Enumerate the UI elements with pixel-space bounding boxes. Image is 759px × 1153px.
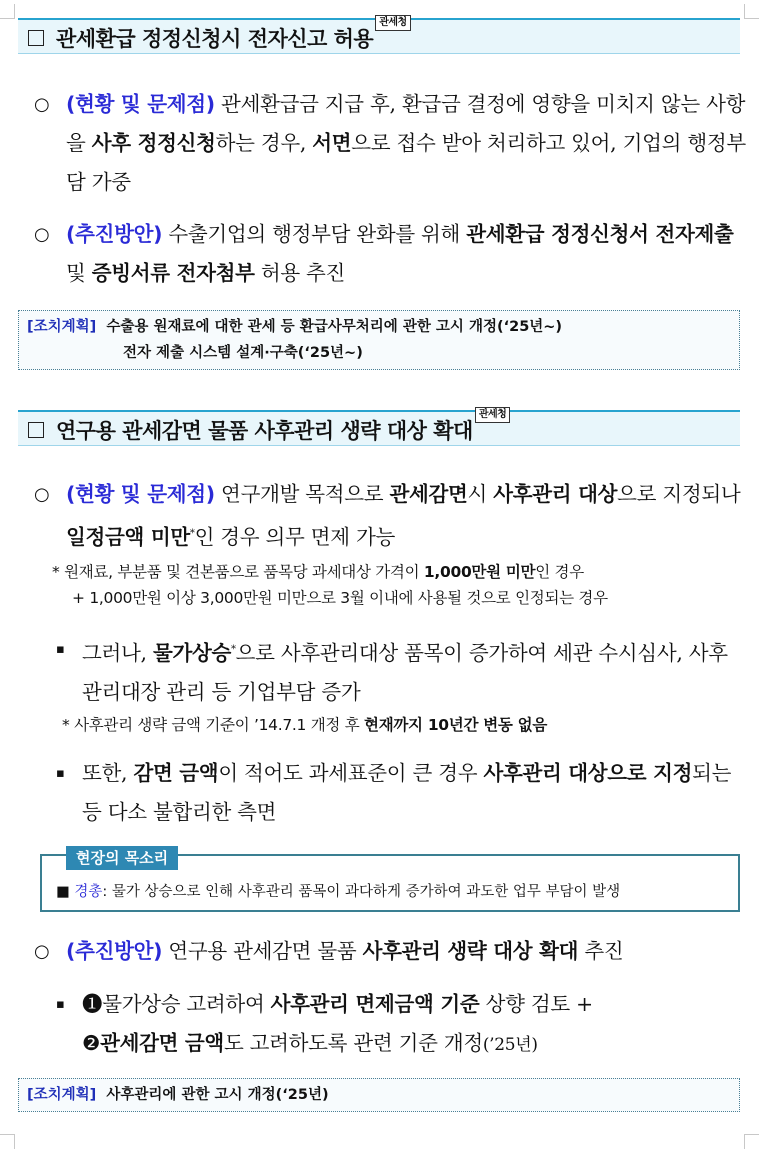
crop-mark-top-left xyxy=(0,4,15,19)
section1-plan-paragraph: ○ (추진방안) 수출기업의 행정부담 완화를 위해 관세환급 정정신청서 전자제출 및 증빙서류 전자첨부 허용 추진 xyxy=(34,215,746,293)
checkbox-icon xyxy=(28,422,44,438)
circle-bullet-icon: ○ xyxy=(34,94,50,115)
number-one-icon: ❶ xyxy=(82,992,103,1016)
crop-mark-bottom-right xyxy=(744,1134,759,1149)
number-two-icon: ❷ xyxy=(82,1031,101,1055)
section2-title: 연구용 관세감면 물품 사후관리 생략 대상 확대관세청 xyxy=(28,415,510,445)
square-bullet-icon: ▪ xyxy=(56,766,65,781)
section2-plan-paragraph: ○ (추진방안) 연구용 관세감면 물품 사후관리 생략 대상 확대 추진 xyxy=(34,932,746,971)
section2-action-plan: [조치계획] 사후관리에 관한 고시 개정(‘25년) xyxy=(18,1078,740,1112)
action-plan-tag: [조치계획] xyxy=(27,1087,97,1103)
square-bullet-icon: ■ xyxy=(56,884,70,900)
field-voice-title: 현장의 목소리 xyxy=(66,846,178,870)
section2-header xyxy=(18,410,740,446)
section2-status-paragraph: ○ (현황 및 문제점) 연구개발 목적으로 관세감면시 사후관리 대상으로 지정되나 일정금액 미만*인 경우 의무 면제 가능 xyxy=(34,475,746,557)
crop-mark-bottom-left xyxy=(0,1134,15,1149)
circle-bullet-icon: ○ xyxy=(34,224,50,245)
section1-title: 관세환급 정정신청시 전자신고 허용관세청 xyxy=(28,23,411,53)
section2-sub-bullet-price-rise: ▪ 그러나, 물가상승*으로 사후관리대상 품목이 증가하여 세관 수시심사, 사후관리대장 관리 등 기업부담 증가 xyxy=(56,630,746,712)
agency-badge: 관세청 xyxy=(475,407,510,423)
section1-status-paragraph: ○ (현황 및 문제점) 관세환급금 지급 후, 환급금 결정에 영향을 미치지 않는 사항을 사후 정정신청하는 경우, 서면으로 접수 받아 처리하고 있어, 기업의 행정부담 가중 xyxy=(34,85,746,202)
field-voice-text: ■ 경총: 물가 상승으로 인해 사후관리 품목이 과다하게 증가하여 과도한 업무 부담이 발생 xyxy=(56,884,621,900)
circle-bullet-icon: ○ xyxy=(34,484,50,505)
section2-footnote-threshold: * 원재료, 부분품 및 견본품으로 품목당 과세대상 가격이 1,000만원 미만인 경우 + 1,000만원 이상 3,000만원 미만으로 3월 이내에 사용될 것으로 인정되는 경우 xyxy=(52,563,608,607)
action-plan-tag: [조치계획] xyxy=(27,319,97,335)
crop-mark-top-right xyxy=(744,4,759,19)
square-bullet-icon: ▪ xyxy=(56,997,65,1012)
field-voice-box xyxy=(40,849,740,912)
checkbox-icon xyxy=(28,30,44,46)
section1-header xyxy=(18,18,740,54)
agency-badge: 관세청 xyxy=(375,15,410,31)
square-bullet-icon: ▪ xyxy=(56,642,65,657)
section1-action-plan: [조치계획] 수출용 원재료에 대한 관세 등 환급사무처리에 관한 고시 개정(‘25년~) 전자 제출 시스템 설계·구축(‘25년~) xyxy=(18,310,740,370)
circle-bullet-icon: ○ xyxy=(34,941,50,962)
section2-footnote-no-change: * 사후관리 생략 금액 기준이 ’14.7.1 개정 후 현재까지 10년간 변동 없음 xyxy=(62,716,548,734)
section2-sub-bullet-criteria: ▪ ❶물가상승 고려하여 사후관리 면제금액 기준 상향 검토 + ❷관세감면 금액도 고려하도록 관련 기준 개정(’25년) xyxy=(56,985,746,1065)
section2-sub-bullet-irrational: ▪ 또한, 감면 금액이 적어도 과세표준이 큰 경우 사후관리 대상으로 지정되는 등 다소 불합리한 측면 xyxy=(56,754,746,832)
